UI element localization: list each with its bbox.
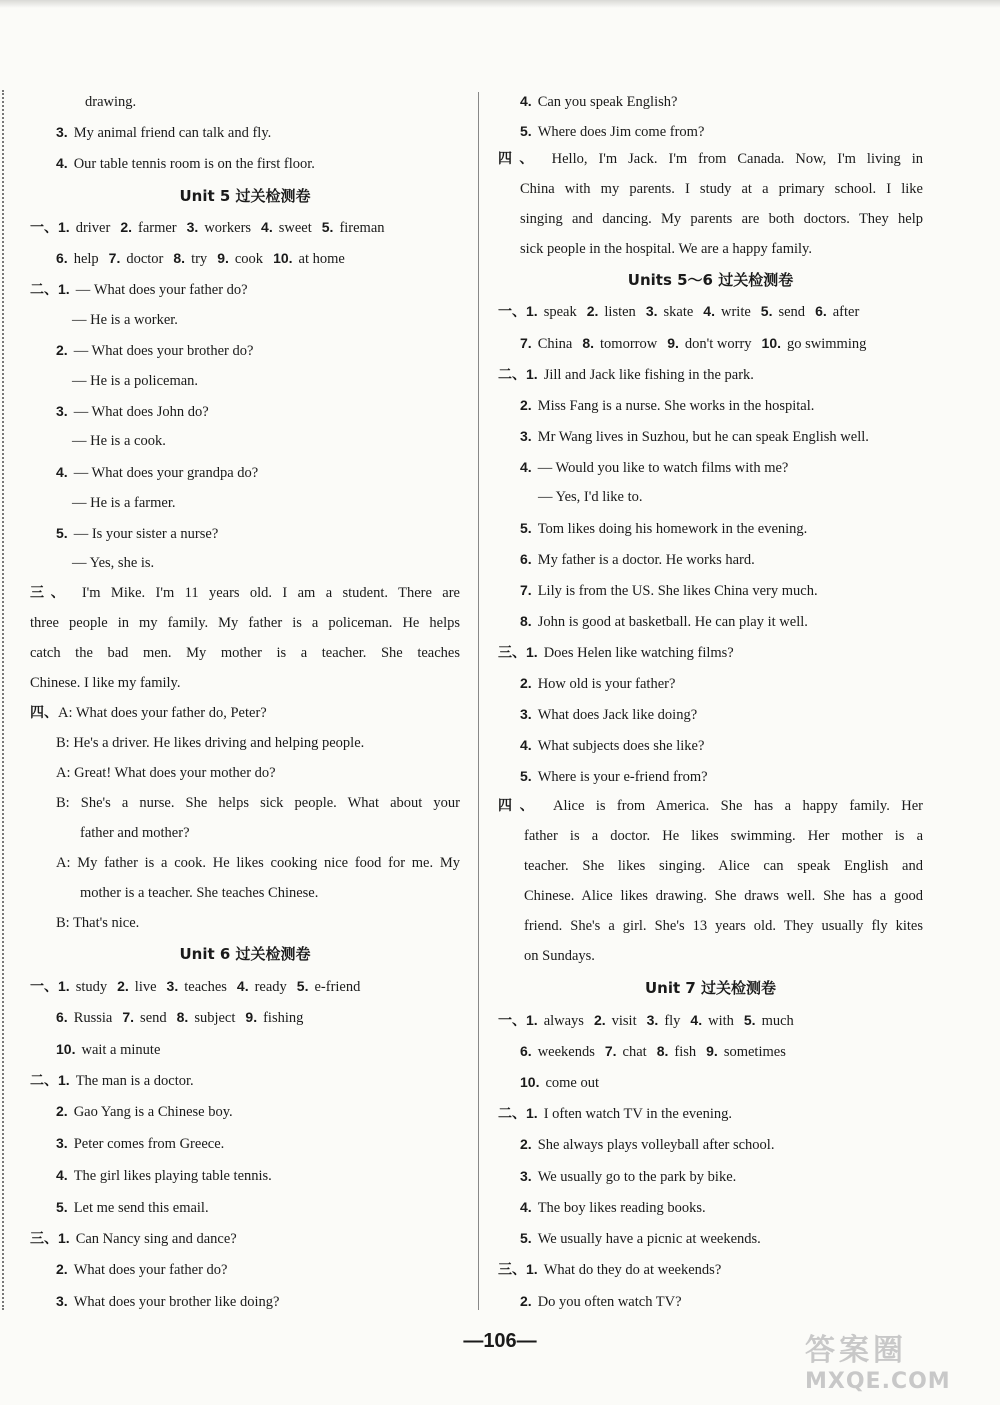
item-number: 4.: [703, 303, 715, 319]
item-number: 3.: [520, 428, 532, 444]
answer-text: — He is a farmer.: [72, 495, 176, 511]
answer-word: tomorrow: [600, 336, 658, 352]
item-number: 10.: [273, 250, 293, 266]
right-answer-line: [520, 239, 923, 259]
right-answer-line: [498, 301, 923, 322]
right-answer-line: [520, 580, 923, 601]
section-marker: 一、: [498, 304, 526, 320]
item-number: 5.: [743, 1012, 756, 1028]
item-number: 1.: [526, 1261, 538, 1277]
item-number: 8.: [656, 1043, 669, 1059]
answer-word: try: [191, 251, 208, 267]
answer-text: father and mother?: [80, 825, 190, 841]
left-answer-line: [56, 1197, 460, 1218]
answer-word: always: [543, 1013, 584, 1029]
answer-text: She always plays volleyball after school.: [537, 1137, 775, 1153]
left-answer-line: [30, 583, 460, 603]
item-number: 4.: [236, 978, 249, 994]
answer-text: — What does your father do?: [75, 282, 248, 298]
item-number: 8.: [520, 613, 532, 629]
answer-text: Chinese. Alice likes drawing. She draws well. She has a good: [524, 888, 923, 904]
item-number: 9.: [217, 250, 229, 266]
item-number: 3.: [166, 978, 179, 994]
answer-word: speak: [543, 304, 577, 320]
answer-word: doctor: [126, 251, 164, 267]
answer-word: workers: [204, 220, 252, 236]
answer-text: What does Jack like doing?: [537, 707, 698, 723]
answer-text: The boy likes reading books.: [537, 1200, 706, 1216]
item-number: 8.: [176, 1009, 189, 1025]
answer-text: — Yes, she is.: [72, 555, 155, 571]
left-answer-line: [56, 401, 460, 422]
answer-text: Where does Jim come from?: [537, 124, 705, 140]
answer-word: subject: [194, 1010, 236, 1026]
answer-text: come out: [545, 1075, 600, 1091]
item-number: 2.: [520, 1136, 532, 1152]
right-answer-line: [520, 1134, 923, 1155]
section-marker: 四、: [498, 798, 542, 814]
answer-word: fly: [664, 1013, 681, 1029]
answer-text: B: That's nice.: [56, 915, 140, 931]
item-number: 4.: [520, 459, 532, 475]
item-number: 4.: [520, 93, 532, 109]
right-answer-line: [520, 518, 923, 539]
binding-edge: [2, 90, 18, 1310]
left-answer-line: [56, 1165, 460, 1186]
left-answer-line: [56, 1039, 460, 1060]
answer-text: What does your father do?: [73, 1262, 228, 1278]
answer-text: — Is your sister a nurse?: [73, 526, 219, 542]
section-heading: Unit 5 过关检测卷: [179, 187, 311, 205]
right-answer-line: [524, 856, 923, 876]
right-answer-line: [498, 1010, 923, 1031]
item-number: 2.: [56, 342, 68, 358]
answer-word: don't worry: [684, 336, 752, 352]
answer-text: I often watch TV in the evening.: [543, 1106, 733, 1122]
item-number: 1.: [58, 978, 70, 994]
right-answer-line: [538, 487, 923, 507]
item-number: 4.: [520, 1199, 532, 1215]
item-number: 2.: [520, 397, 532, 413]
answer-word: ready: [254, 979, 287, 995]
right-answer-line: [498, 149, 923, 169]
answer-text: B: He's a driver. He likes driving and helping people.: [56, 735, 365, 751]
section-marker: 二、: [498, 1106, 526, 1122]
answer-text: — Yes, I'd like to.: [538, 489, 643, 505]
right-answer-line: [520, 766, 923, 787]
answer-text: Gao Yang is a Chinese boy.: [73, 1104, 233, 1120]
answer-text: Let me send this email.: [73, 1200, 209, 1216]
item-number: 2.: [117, 978, 129, 994]
answer-text: China with my parents. I study at a primary school. I like: [520, 181, 923, 197]
item-number: 1.: [58, 219, 70, 235]
section-marker: 三、: [498, 645, 526, 661]
answer-text: drawing.: [85, 94, 137, 110]
right-answer-line: [524, 946, 923, 966]
item-number: 4.: [520, 737, 532, 753]
left-answer-line: [72, 553, 460, 573]
item-number: 1.: [526, 1012, 538, 1028]
left-answer-line: [56, 1101, 460, 1122]
page-number: —106—: [463, 1330, 537, 1352]
item-number: 5.: [520, 123, 532, 139]
item-number: 6.: [815, 303, 827, 319]
answer-text: We usually go to the park by bike.: [537, 1169, 737, 1185]
answer-word: write: [720, 304, 751, 320]
answer-text: three people in my family. My father is a policeman. He helps: [30, 615, 460, 631]
left-answer-line: [72, 310, 460, 330]
right-answer-line: [524, 886, 923, 906]
answer-text: Tom likes doing his homework in the evening.: [537, 521, 808, 537]
left-answer-line: [56, 523, 460, 544]
watermark-text: 答案圈: [805, 1333, 907, 1368]
item-number: 6.: [520, 1043, 532, 1059]
item-number: 7.: [108, 250, 121, 266]
answer-text: — He is a worker.: [72, 312, 178, 328]
answer-text: My animal friend can talk and fly.: [73, 125, 272, 141]
right-answer-line: [520, 209, 923, 229]
answer-text: My father is a doctor. He works hard.: [537, 552, 755, 568]
answer-word: cook: [234, 251, 264, 267]
left-answer-line: [56, 853, 460, 873]
left-answer-line: [72, 371, 460, 391]
answer-word: fireman: [339, 220, 385, 236]
item-number: 3.: [56, 1293, 68, 1309]
item-number: 3.: [56, 403, 68, 419]
item-number: 8.: [173, 250, 186, 266]
item-number: 1.: [58, 1072, 70, 1088]
answer-text: A: My father is a cook. He likes cooking nice food for me. My: [56, 855, 460, 871]
item-number: 6.: [56, 250, 68, 266]
answer-text: What does your brother like doing?: [73, 1294, 280, 1310]
answer-text: Can Nancy sing and dance?: [75, 1231, 237, 1247]
item-number: 4.: [56, 1167, 68, 1183]
answer-word: skate: [663, 304, 694, 320]
answer-text: I'm Mike. I'm 11 years old. I am a student. There are: [71, 585, 460, 601]
right-answer-line: [520, 91, 923, 112]
answer-word: after: [832, 304, 860, 320]
item-number: 5.: [56, 525, 68, 541]
section-marker: 一、: [30, 979, 58, 995]
answer-text: Where is your e-friend from?: [537, 769, 708, 785]
answer-text: What subjects does she like?: [537, 738, 705, 754]
answer-word: sometimes: [723, 1044, 786, 1060]
answer-word: China: [537, 336, 573, 352]
right-answer-line: [520, 673, 923, 694]
item-number: 4.: [261, 219, 273, 235]
answer-text: — What does your grandpa do?: [73, 465, 259, 481]
answer-word: e-friend: [314, 979, 361, 995]
item-number: 7.: [520, 582, 532, 598]
section-marker: 四、: [30, 705, 58, 721]
answer-text: What do they do at weekends?: [543, 1262, 722, 1278]
left-answer-line: [30, 217, 460, 238]
left-answer-line: [85, 92, 460, 112]
right-answer-line: [498, 796, 923, 816]
right-answer-line: [520, 457, 923, 478]
item-number: 3.: [645, 303, 658, 319]
answer-text: Our table tennis room is on the first floor.: [73, 156, 315, 172]
left-answer-line: [56, 793, 460, 813]
answer-text: mother is a teacher. She teaches Chinese.: [80, 885, 319, 901]
answer-text: We usually have a picnic at weekends.: [537, 1231, 761, 1247]
answer-text: The girl likes playing table tennis.: [73, 1168, 272, 1184]
section-marker: 二、: [498, 367, 526, 383]
right-answer-line: [520, 1041, 923, 1062]
item-number: 1.: [58, 1230, 70, 1246]
answer-word: listen: [604, 304, 636, 320]
left-answer-line: [56, 248, 460, 269]
section-heading: Unit 7 过关检测卷: [644, 979, 777, 997]
answer-word: farmer: [138, 220, 177, 236]
section-marker: 四、: [498, 151, 541, 167]
section-marker: 一、: [30, 220, 58, 236]
left-answer-line: [80, 823, 460, 843]
item-number: 5.: [520, 1230, 532, 1246]
answer-text: A: Great! What does your mother do?: [56, 765, 276, 781]
left-answer-line: [30, 643, 460, 663]
answer-text: John is good at basketball. He can play it well.: [537, 614, 808, 630]
left-answer-line: [56, 340, 460, 361]
left-answer-line: [80, 883, 460, 903]
answer-word: Russia: [73, 1010, 113, 1026]
item-number: 3.: [520, 1168, 532, 1184]
left-answer-line: [56, 913, 460, 933]
item-number: 2.: [120, 219, 132, 235]
left-answer-line: [56, 733, 460, 753]
section-marker: 三、: [30, 1231, 58, 1247]
item-number: 10.: [56, 1041, 76, 1057]
item-number: 5.: [520, 768, 532, 784]
answer-text: — What does John do?: [73, 404, 209, 420]
section-marker: 二、: [30, 1073, 58, 1089]
left-answer-line: [56, 122, 460, 143]
answer-text: sick people in the hospital. We are a happy family.: [520, 241, 812, 257]
answer-word: fishing: [263, 1010, 304, 1026]
answer-word: much: [761, 1013, 794, 1029]
answer-word: help: [73, 251, 99, 267]
right-answer-line: [520, 1166, 923, 1187]
item-number: 3.: [56, 1135, 68, 1151]
left-answer-line: [72, 431, 460, 451]
section-marker: 三、: [498, 1262, 526, 1278]
answer-text: catch the bad men. My mother is a teacher. She teaches: [30, 645, 460, 661]
answer-text: Alice is from America. She has a happy family. Her: [541, 798, 924, 814]
answer-word: with: [708, 1013, 734, 1029]
answer-word: chat: [622, 1044, 647, 1060]
section-heading: Unit 6 过关检测卷: [179, 945, 311, 963]
item-number: 3.: [186, 219, 199, 235]
item-number: 7.: [604, 1043, 617, 1059]
item-number: 5.: [760, 303, 773, 319]
item-number: 6.: [520, 551, 532, 567]
answer-word: go swimming: [787, 336, 867, 352]
watermark-url: MXQE.COM: [805, 1369, 951, 1394]
left-answer-line: [56, 1133, 460, 1154]
item-number: 10.: [520, 1074, 540, 1090]
left-answer-line: [72, 493, 460, 513]
left-answer-line: [30, 703, 460, 723]
answer-word: sweet: [278, 220, 312, 236]
right-answer-line: [498, 1259, 923, 1280]
item-number: 3.: [56, 124, 68, 140]
answer-word: send: [140, 1010, 167, 1026]
item-number: 9.: [245, 1009, 258, 1025]
answer-text: singing and dancing. My parents are both doctors. They help: [520, 211, 923, 227]
item-number: 5.: [56, 1199, 68, 1215]
section-heading: Units 5～6 过关检测卷: [627, 271, 794, 289]
right-answer-line: [520, 333, 923, 354]
item-number: 5.: [321, 219, 334, 235]
answer-text: Jill and Jack like fishing in the park.: [543, 367, 754, 383]
right-answer-line: [524, 826, 923, 846]
answer-text: Mr Wang lives in Suzhou, but he can speak English well.: [537, 429, 869, 445]
answer-word: live: [134, 979, 157, 995]
right-answer-line: [520, 1291, 923, 1312]
right-answer-line: [498, 642, 923, 663]
right-answer-line: [524, 916, 923, 936]
answer-text: How old is your father?: [537, 676, 676, 692]
item-number: 2.: [520, 1293, 532, 1309]
item-number: 2.: [56, 1103, 68, 1119]
answer-word: at home: [298, 251, 345, 267]
left-answer-line: [30, 1228, 460, 1249]
item-number: 5.: [520, 520, 532, 536]
item-number: 1.: [526, 303, 538, 319]
item-number: 10.: [761, 335, 782, 351]
left-answer-line: [30, 976, 460, 997]
answer-text: A: What does your father do, Peter?: [58, 705, 267, 721]
answer-text: The man is a doctor.: [75, 1073, 194, 1089]
right-answer-line: [520, 121, 923, 142]
item-number: 3.: [520, 706, 532, 722]
left-answer-line: [56, 1291, 460, 1312]
item-number: 2.: [586, 303, 599, 319]
left-answer-line: [30, 613, 460, 633]
item-number: 1.: [58, 281, 70, 297]
item-number: 1.: [526, 366, 538, 382]
right-answer-line: [520, 395, 923, 416]
item-number: 2.: [56, 1261, 68, 1277]
right-answer-line: [498, 364, 923, 385]
answer-text: Can you speak English?: [537, 94, 678, 110]
section-marker: 一、: [498, 1013, 526, 1029]
answer-text: Hello, I'm Jack. I'm from Canada. Now, I'm living in: [540, 151, 924, 167]
item-number: 5.: [296, 978, 309, 994]
left-answer-line: [56, 1007, 460, 1028]
item-number: 3.: [646, 1012, 659, 1028]
answer-text: — He is a cook.: [72, 433, 166, 449]
item-number: 1.: [526, 1105, 538, 1121]
item-number: 9.: [706, 1043, 718, 1059]
answer-word: driver: [75, 220, 111, 236]
left-answer-line: [30, 279, 460, 300]
answer-text: teacher. She likes singing. Alice can speak English and: [524, 858, 923, 874]
answer-text: Lily is from the US. She likes China very much.: [537, 583, 818, 599]
watermark-logo: [805, 1325, 985, 1395]
answer-word: weekends: [537, 1044, 595, 1060]
answer-text: friend. She's a girl. She's 13 years old. They usually fly kites: [524, 918, 923, 934]
column-divider: [478, 92, 479, 1310]
right-answer-line: [520, 1197, 923, 1218]
answer-word: fish: [674, 1044, 697, 1060]
answer-word: visit: [611, 1013, 637, 1029]
right-answer-line: [520, 1072, 923, 1093]
top-shadow: [0, 0, 1000, 8]
right-answer-line: [520, 426, 923, 447]
answer-text: Does Helen like watching films?: [543, 645, 734, 661]
answer-text: — Would you like to watch films with me?: [537, 460, 789, 476]
answer-text: wait a minute: [81, 1042, 161, 1058]
answer-text: — What does your brother do?: [73, 343, 254, 359]
item-number: 9.: [667, 335, 679, 351]
left-answer-line: [56, 1259, 460, 1280]
left-answer-line: [56, 763, 460, 783]
right-answer-line: [520, 704, 923, 725]
answer-text: Do you often watch TV?: [537, 1294, 682, 1310]
item-number: 6.: [56, 1009, 68, 1025]
answer-text: Miss Fang is a nurse. She works in the hospital.: [537, 398, 815, 414]
left-answer-line: [30, 673, 460, 693]
answer-text: B: She's a nurse. She helps sick people. What about your: [56, 795, 460, 811]
item-number: 7.: [122, 1009, 135, 1025]
left-answer-line: [30, 1070, 460, 1091]
item-number: 4.: [56, 464, 68, 480]
right-answer-line: [520, 735, 923, 756]
right-answer-line: [520, 179, 923, 199]
answer-text: on Sundays.: [524, 948, 595, 964]
answer-word: send: [778, 304, 806, 320]
answer-text: — He is a policeman.: [72, 373, 199, 389]
right-answer-line: [520, 611, 923, 632]
item-number: 2.: [520, 675, 532, 691]
left-answer-line: [56, 462, 460, 483]
item-number: 7.: [520, 335, 532, 351]
item-number: 2.: [593, 1012, 606, 1028]
answer-text: Peter comes from Greece.: [73, 1136, 225, 1152]
section-marker: 三、: [30, 585, 72, 601]
right-answer-line: [520, 1228, 923, 1249]
item-number: 4.: [690, 1012, 703, 1028]
answer-word: study: [75, 979, 108, 995]
answer-text: father is a doctor. He likes swimming. Her mother is a: [524, 828, 923, 844]
right-answer-line: [498, 1103, 923, 1124]
answer-text: Chinese. I like my family.: [30, 675, 181, 691]
item-number: 4.: [56, 155, 68, 171]
right-answer-line: [520, 549, 923, 570]
answer-word: teaches: [184, 979, 227, 995]
left-answer-line: [56, 153, 460, 174]
item-number: 1.: [526, 644, 538, 660]
section-marker: 二、: [30, 282, 58, 298]
item-number: 8.: [582, 335, 595, 351]
